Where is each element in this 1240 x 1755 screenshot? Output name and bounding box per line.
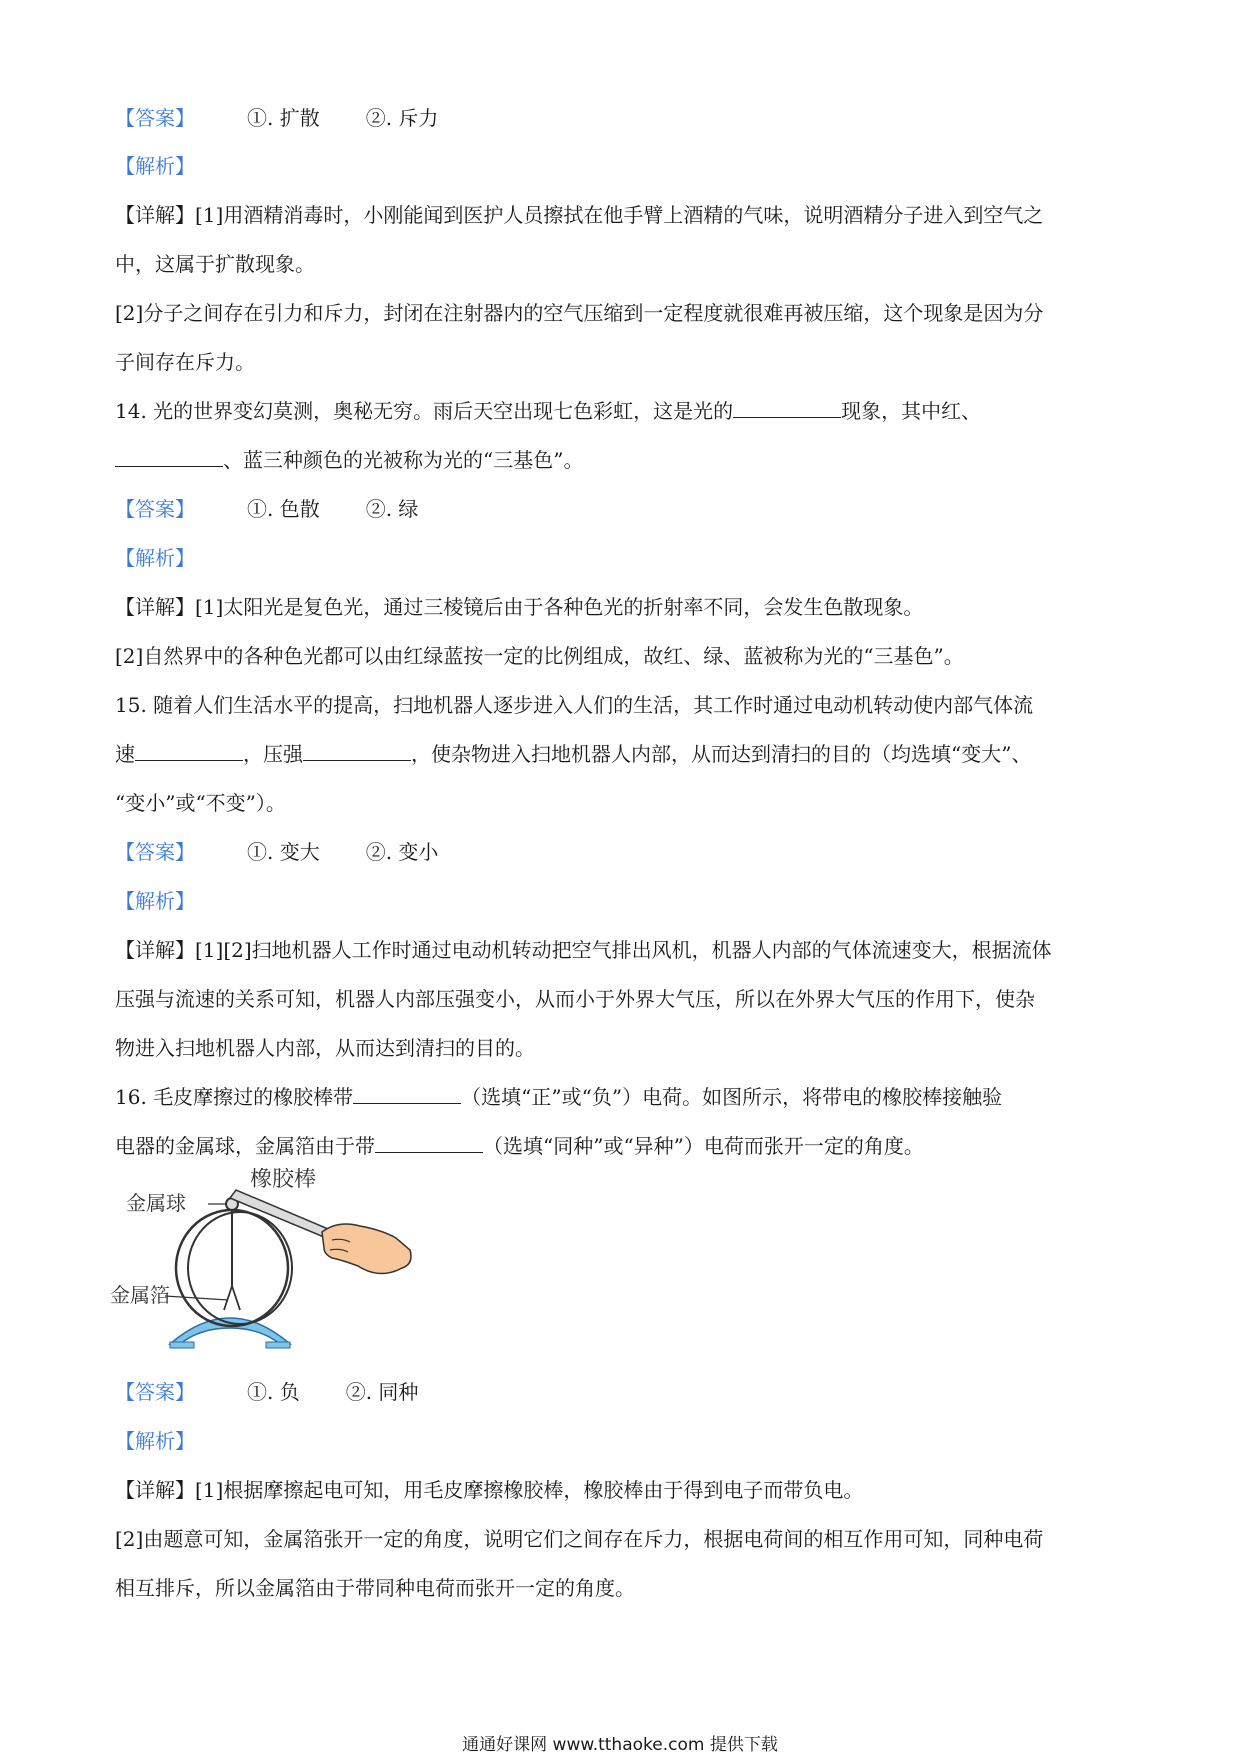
question-15-line-3 bbox=[115, 791, 286, 815]
detail-line bbox=[115, 301, 1043, 325]
analysis-line-q15 bbox=[115, 889, 195, 913]
answer-tag: 【答案】 bbox=[115, 106, 195, 130]
fill-blank bbox=[375, 1134, 483, 1153]
detail-text: 相互排斥，所以金属箔由于带同种电荷而张开一定的角度。 bbox=[115, 1576, 635, 1600]
detail-text: 子间存在斥力。 bbox=[115, 350, 255, 374]
detail-tag: 【详解】 bbox=[115, 595, 195, 619]
detail-text: 物进入扫地机器人内部，从而达到清扫的目的。 bbox=[115, 1036, 535, 1060]
detail-line bbox=[115, 987, 1035, 1011]
stand-foot-left bbox=[170, 1342, 194, 1348]
question-text: 电器的金属球，金属箔由于带 bbox=[115, 1134, 375, 1158]
answer-line-q16 bbox=[115, 1380, 418, 1404]
detail-line bbox=[115, 595, 923, 619]
answer-tag: 【答案】 bbox=[115, 1380, 195, 1404]
answer-line-q14 bbox=[115, 497, 418, 521]
analysis-tag: 【解析】 bbox=[115, 889, 195, 913]
question-15-line-2 bbox=[115, 742, 1031, 766]
detail-tag: 【详解】 bbox=[115, 203, 195, 227]
answer-option-1: ①. 色散 bbox=[247, 497, 320, 521]
analysis-tag: 【解析】 bbox=[115, 1429, 195, 1453]
answer-option-2: ②. 斥力 bbox=[365, 106, 439, 130]
detail-text: [1]根据摩擦起电可知，用毛皮摩擦橡胶棒，橡胶棒由于得到电子而带负电。 bbox=[195, 1478, 864, 1502]
answer-tag: 【答案】 bbox=[115, 840, 195, 864]
answer-option-2: ②. 绿 bbox=[365, 497, 419, 521]
question-text: 速 bbox=[115, 742, 135, 766]
label-metal-ball: 金属球 bbox=[126, 1191, 186, 1215]
question-text: ，使杂物进入扫地机器人内部，从而达到清扫的目的（均选填“变大”、 bbox=[411, 742, 1032, 766]
detail-text: 中，这属于扩散现象。 bbox=[115, 252, 315, 276]
detail-line bbox=[115, 252, 315, 276]
analysis-line-q14 bbox=[115, 546, 195, 570]
question-14-line-2 bbox=[115, 448, 583, 472]
label-metal-foil: 金属箔 bbox=[110, 1283, 170, 1307]
detail-line bbox=[115, 1036, 535, 1060]
answer-tag: 【答案】 bbox=[115, 497, 195, 521]
detail-text: [1]太阳光是复色光，通过三棱镜后由于各种色光的折射率不同，会发生色散现象。 bbox=[195, 595, 924, 619]
answer-line-q13 bbox=[115, 106, 438, 130]
detail-text: 压强与流速的关系可知，机器人内部压强变小，从而小于外界大气压，所以在外界大气压的作用下，使杂 bbox=[115, 987, 1035, 1011]
detail-line bbox=[115, 203, 1043, 227]
detail-line bbox=[115, 938, 1052, 962]
question-15-line-1 bbox=[115, 693, 1033, 717]
detail-line bbox=[115, 1576, 635, 1600]
fill-blank bbox=[115, 448, 223, 467]
question-text: 现象，其中红、 bbox=[841, 399, 982, 423]
answer-line-q15 bbox=[115, 840, 438, 864]
answer-option-1: ①. 变大 bbox=[247, 840, 320, 864]
detail-tag: 【详解】 bbox=[115, 938, 195, 962]
question-text: “变小”或“不变”）。 bbox=[115, 791, 286, 815]
answer-option-1: ①. 负 bbox=[247, 1380, 300, 1404]
question-text: 15. 随着人们生活水平的提高，扫地机器人逐步进入人们的生活，其工作时通过电动机转动使内部气体流 bbox=[115, 693, 1034, 717]
fill-blank bbox=[303, 742, 411, 761]
answer-option-2: ②. 同种 bbox=[345, 1380, 419, 1404]
detail-text: [2]自然界中的各种色光都可以由红绿蓝按一定的比例组成，故红、绿、蓝被称为光的“三基色”。 bbox=[115, 644, 964, 668]
question-text: （选填“同种”或“异种”）电荷而张开一定的角度。 bbox=[483, 1134, 924, 1158]
stand-foot-right bbox=[266, 1342, 290, 1348]
analysis-tag: 【解析】 bbox=[115, 546, 195, 570]
fill-blank bbox=[353, 1085, 461, 1104]
question-text: （选填“正”或“负”）电荷。如图所示，将带电的橡胶棒接触验 bbox=[461, 1085, 1003, 1109]
page-footer: 通通好课网 www.tthaoke.com 提供下载 bbox=[462, 1735, 778, 1755]
fill-blank bbox=[135, 742, 243, 761]
detail-line bbox=[115, 1478, 863, 1502]
question-text: 、蓝三种颜色的光被称为光的“三基色”。 bbox=[223, 448, 584, 472]
detail-text: [1][2]扫地机器人工作时通过电动机转动把空气排出风机，机器人内部的气体流速变大，根据流体 bbox=[195, 938, 1052, 962]
electroscope-figure bbox=[110, 1168, 420, 1358]
question-text: 14. 光的世界变幻莫测，奥秘无穷。雨后天空出现七色彩虹，这是光的 bbox=[115, 399, 734, 423]
detail-tag: 【详解】 bbox=[115, 1478, 195, 1502]
question-16-line-1 bbox=[115, 1085, 1002, 1109]
label-rubber-rod: 橡胶棒 bbox=[250, 1168, 317, 1192]
question-text: 16. 毛皮摩擦过的橡胶棒带 bbox=[115, 1085, 354, 1109]
answer-option-2: ②. 变小 bbox=[365, 840, 439, 864]
detail-line bbox=[115, 644, 964, 668]
question-16-line-2 bbox=[115, 1134, 924, 1158]
metal-foil-right bbox=[232, 1286, 240, 1310]
question-14-line-1 bbox=[115, 399, 981, 423]
analysis-line-q13 bbox=[115, 154, 195, 178]
detail-text: [1]用酒精消毒时，小刚能闻到医护人员擦拭在他手臂上酒精的气味，说明酒精分子进入到空气之 bbox=[195, 203, 1044, 227]
detail-text: [2]由题意可知，金属箔张开一定的角度，说明它们之间存在斥力，根据电荷间的相互作用可知，同种电荷 bbox=[115, 1527, 1044, 1551]
fill-blank bbox=[733, 399, 841, 418]
detail-line bbox=[115, 350, 255, 374]
metal-foil-left bbox=[224, 1286, 232, 1310]
electroscope-stand bbox=[170, 1318, 290, 1344]
analysis-line-q16 bbox=[115, 1429, 195, 1453]
analysis-tag: 【解析】 bbox=[115, 154, 195, 178]
question-text: ，压强 bbox=[243, 742, 303, 766]
detail-line bbox=[115, 1527, 1043, 1551]
answer-option-1: ①. 扩散 bbox=[247, 106, 320, 130]
detail-text: [2]分子之间存在引力和斥力，封闭在注射器内的空气压缩到一定程度就很难再被压缩，这个现象是因为分 bbox=[115, 301, 1044, 325]
